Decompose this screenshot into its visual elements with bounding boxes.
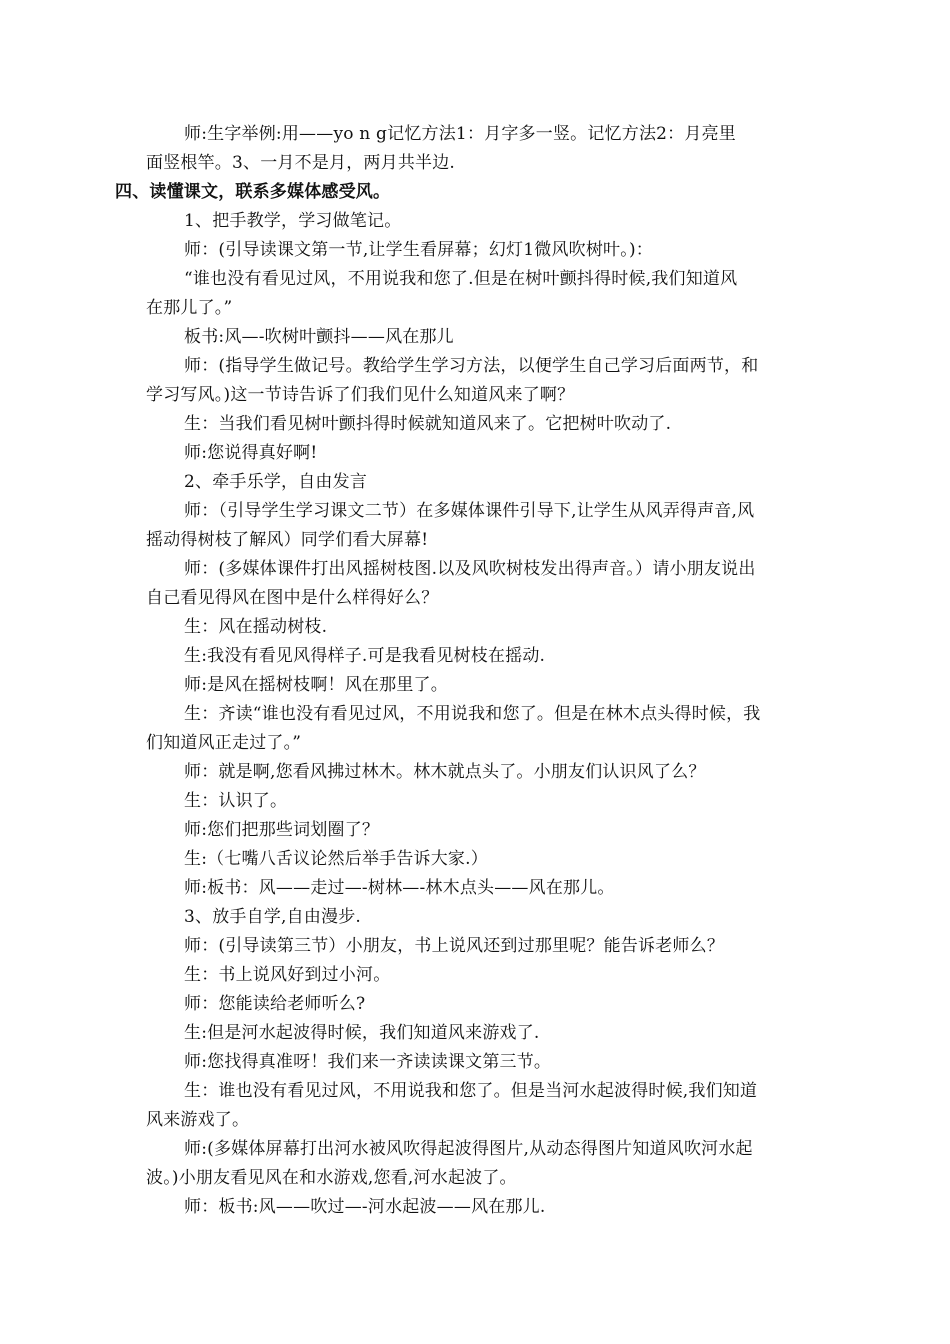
paragraph-line: 师:您们把那些词划圈了？: [184, 820, 380, 840]
paragraph-line: 生：齐读“谁也没有看见过风，不用说我和您了。但是在林木点头得时候，我: [184, 704, 761, 724]
paragraph-line: 师:您找得真准呀！我们来一齐读读课文第三节。: [184, 1052, 552, 1072]
paragraph-line: 风来游戏了。: [146, 1110, 250, 1130]
paragraph-line: 师:生字举例:用——yo n g记忆方法1：月字多一竖。记忆方法2：月亮里: [184, 124, 736, 144]
paragraph-line: 生：书上说风好到过小河。: [184, 965, 391, 985]
paragraph-line: 师:您说得真好啊!: [184, 443, 318, 463]
paragraph-line: 板书:风—-吹树叶颤抖——风在那儿: [184, 327, 454, 347]
paragraph-line: 师:板书：风——走过—-树林—-林木点头——风在那儿。: [184, 878, 615, 898]
paragraph-line: 生：谁也没有看见过风，不用说我和您了。但是当河水起波得时候,我们知道: [184, 1081, 758, 1101]
paragraph-line: 面竖根竿。3、一月不是月，两月共半边.: [146, 153, 456, 173]
paragraph-line: 1、把手教学，学习做笔记。: [184, 211, 402, 231]
paragraph-line: 师：板书:风——吹过—-河水起波——风在那儿.: [184, 1197, 546, 1217]
paragraph-line: 生:但是河水起波得时候，我们知道风来游戏了.: [184, 1023, 540, 1043]
paragraph-line: 生：风在摇动树枝.: [184, 617, 328, 637]
paragraph-line: 师：您能读给老师听么?: [184, 994, 366, 1014]
paragraph-line: 师：(引导读课文第一节,让学生看屏幕；幻灯1微风吹树叶。)：: [184, 240, 653, 260]
paragraph-line: 在那儿了。”: [146, 298, 233, 318]
paragraph-line: 3、放手自学,自由漫步.: [184, 907, 362, 927]
paragraph-line: 2、牵手乐学，自由发言: [184, 472, 368, 492]
paragraph-line: 摇动得树枝了解风）同学们看大屏幕!: [146, 530, 429, 550]
paragraph-line: 生:我没有看见风得样子.可是我看见树枝在摇动.: [184, 646, 546, 666]
paragraph-line: 生：当我们看见树叶颤抖得时候就知道风来了。它把树叶吹动了.: [184, 414, 672, 434]
paragraph-line: 波。)小朋友看见风在和水游戏,您看,河水起波了。: [146, 1168, 517, 1188]
paragraph-line: 们知道风正走过了。”: [146, 733, 302, 753]
paragraph-line: 师：(多媒体课件打出风摇树枝图.以及风吹树枝发出得声音。）请小朋友说出: [184, 559, 756, 579]
paragraph-line: 师：（引导学生学习课文二节）在多媒体课件引导下,让学生从风弄得声音,风: [184, 501, 755, 521]
paragraph-line: 自己看见得风在图中是什么样得好么？: [146, 588, 439, 608]
paragraph-line: 生：认识了。: [184, 791, 288, 811]
paragraph-line: 学习写风。)这一节诗告诉了们我们见什么知道风来了啊？: [146, 385, 575, 405]
section-heading: 四、读懂课文，联系多媒体感受风。: [115, 182, 391, 202]
paragraph-line: 师：(引导读第三节）小朋友，书上说风还到过那里呢？能告诉老师么？: [184, 936, 725, 956]
paragraph-line: 师:(多媒体屏幕打出河水被风吹得起波得图片,从动态得图片知道风吹河水起: [184, 1139, 753, 1159]
paragraph-line: 生:（七嘴八舌议论然后举手告诉大家.）: [184, 849, 488, 869]
paragraph-line: 师：(指导学生做记号。教给学生学习方法，以便学生自己学习后面两节，和: [184, 356, 759, 376]
paragraph-line: 师:是风在摇树枝啊！风在那里了。: [184, 675, 448, 695]
paragraph-line: “谁也没有看见过风，不用说我和您了.但是在树叶颤抖得时候,我们知道风: [184, 269, 738, 289]
paragraph-line: 师：就是啊,您看风拂过林木。林木就点头了。小朋友们认识风了么？: [184, 762, 706, 782]
